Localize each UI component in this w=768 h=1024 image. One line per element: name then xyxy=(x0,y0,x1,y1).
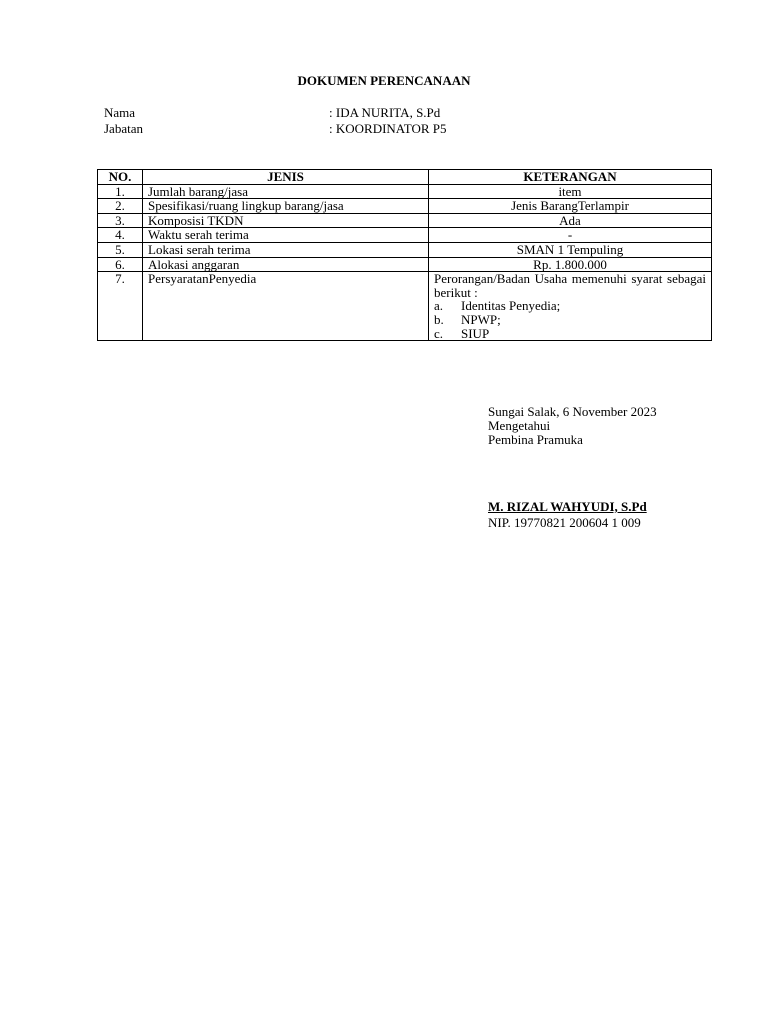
cell-keterangan: Ada xyxy=(429,213,712,228)
table-row xyxy=(98,213,712,228)
cell-no: 3. xyxy=(98,213,143,228)
cell-jenis: Alokasi anggaran xyxy=(143,257,429,272)
list-item-text: Identitas Penyedia; xyxy=(461,298,561,314)
table-row xyxy=(98,184,712,199)
cell-jenis: Lokasi serah terima xyxy=(143,242,429,257)
table-row xyxy=(98,228,712,243)
header-keterangan: KETERANGAN xyxy=(429,170,712,185)
signer-nip: NIP. 19770821 200604 1 009 xyxy=(488,515,641,530)
table-row xyxy=(98,257,712,272)
cell-no: 6. xyxy=(98,257,143,272)
cell-keterangan-requirements xyxy=(429,272,712,341)
list-item-letter: b. xyxy=(434,311,444,327)
signature-line-position: Pembina Pramuka xyxy=(488,432,583,447)
cell-no: 1. xyxy=(98,184,143,199)
list-item-text: NPWP; xyxy=(461,311,501,327)
document-title: DOKUMEN PERENCANAAN xyxy=(297,73,471,88)
cell-no: 4. xyxy=(98,228,143,243)
list-item xyxy=(434,313,706,327)
cell-jenis: PersyaratanPenyedia xyxy=(143,272,429,341)
info-value-jabatan: : KOORDINATOR P5 xyxy=(329,121,447,136)
header-jenis: JENIS xyxy=(143,170,429,185)
cell-keterangan: item xyxy=(429,184,712,199)
cell-keterangan: Jenis BarangTerlampir xyxy=(429,199,712,214)
cell-jenis: Waktu serah terima xyxy=(143,228,429,243)
table-row xyxy=(98,199,712,214)
cell-no: 7. xyxy=(98,272,143,341)
info-label-nama: Nama xyxy=(104,105,136,120)
table-header-row xyxy=(98,170,712,185)
cell-no: 2. xyxy=(98,199,143,214)
info-value-nama: : IDA NURITA, S.Pd xyxy=(329,105,441,120)
signature-line-mengetahui: Mengetahui xyxy=(488,418,551,433)
list-item-letter: c. xyxy=(434,325,444,341)
cell-jenis: Komposisi TKDN xyxy=(143,213,429,228)
header-no: NO. xyxy=(98,170,143,185)
requirements-intro: Perorangan/Badan Usaha memenuhi syarat sebagai berikut : xyxy=(434,271,706,300)
list-item xyxy=(434,327,706,341)
list-item-text: SIUP xyxy=(461,325,490,341)
info-label-jabatan: Jabatan xyxy=(104,121,143,136)
table-row xyxy=(98,272,712,341)
table-row xyxy=(98,242,712,257)
cell-keterangan: SMAN 1 Tempuling xyxy=(429,242,712,257)
list-item-letter: a. xyxy=(434,298,444,314)
cell-jenis: Spesifikasi/ruang lingkup barang/jasa xyxy=(143,199,429,214)
cell-keterangan: Rp. 1.800.000 xyxy=(429,257,712,272)
signer-name: M. RIZAL WAHYUDI, S.Pd xyxy=(488,499,647,514)
cell-no: 5. xyxy=(98,242,143,257)
signature-place-date: Sungai Salak, 6 November 2023 xyxy=(488,404,657,419)
list-item xyxy=(434,299,706,313)
planning-table xyxy=(97,169,712,341)
cell-jenis: Jumlah barang/jasa xyxy=(143,184,429,199)
cell-keterangan: - xyxy=(429,228,712,243)
